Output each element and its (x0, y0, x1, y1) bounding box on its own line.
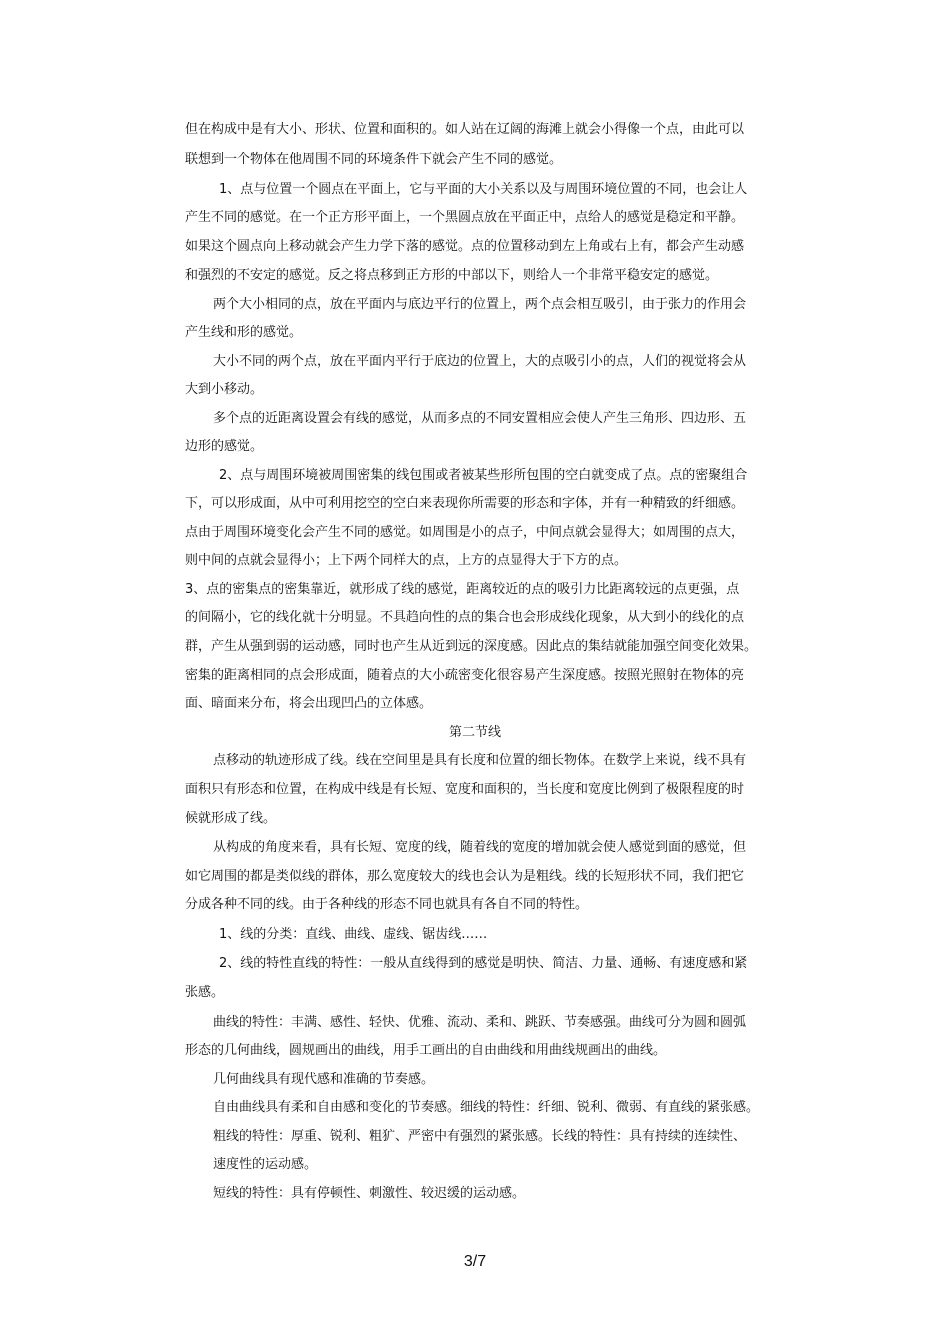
text-line: 边形的感觉。 (185, 439, 264, 454)
text-line: 从构成的角度来看，具有长短、宽度的线，随着线的宽度的增加就会使人感觉到面的感觉，但 (213, 840, 747, 855)
text-line: 如果这个圆点向上移动就会产生力学下落的感觉。点的位置移动到左上角或右上有，都会产生动感 (185, 239, 745, 254)
text-line: 1、点与位置一个圆点在平面上，它与平面的大小关系以及与周围环境位置的不同，也会让人 (219, 182, 748, 197)
text-line: 但在构成中是有大小、形状、位置和面积的。如人站在辽阔的海滩上就会小得像一个点，由此可以 (185, 122, 745, 137)
text-line: 下，可以形成面，从中可利用挖空的空白来表现你所需要的形态和字体，并有一种精致的纤细感。 (185, 496, 745, 511)
text-line: 粗线的特性：厚重、锐利、粗犷、严密中有强烈的紧张感。长线的特性：具有持续的连续性、 (213, 1129, 747, 1144)
text-line: 分成各种不同的线。由于各种线的形态不同也就具有各自不同的特性。 (185, 897, 589, 912)
text-line: 群，产生从强到弱的运动感，同时也产生从近到远的深度感。因此点的集结就能加强空间变化效果。 (185, 639, 758, 654)
text-line: 点移动的轨迹形成了线。线在空间里是具有长度和位置的细长物体。在数学上来说，线不具有 (213, 753, 747, 768)
text-line: 面、暗面来分布，将会出现凹凸的立体感。 (185, 696, 433, 711)
text-line: 3、点的密集点的密集靠近，就形成了线的感觉，距离较近的点的吸引力比距离较远的点更强，点 (185, 582, 740, 597)
text-line: 速度性的运动感。 (213, 1157, 318, 1172)
section-heading: 第二节线 (448, 725, 501, 740)
text-line: 如它周围的都是类似线的群体，那么宽度较大的线也会认为是粗线。线的长短形状不同，我们把它 (185, 869, 745, 884)
text-line: 点由于周围环境变化会产生不同的感觉。如周围是小的点子，中间点就会显得大；如周围的点大， (185, 525, 745, 540)
text-line: 联想到一个物体在他周围不同的环境条件下就会产生不同的感觉。 (185, 152, 563, 167)
text-line: 候就形成了线。 (185, 811, 277, 826)
text-line: 则中间的点就会显得小；上下两个同样大的点，上方的点显得大于下方的点。 (185, 553, 628, 568)
text-line: 1、线的分类：直线、曲线、虚线、锯齿线…… (219, 927, 488, 942)
text-line: 曲线的特性：丰满、感性、轻快、优雅、流动、柔和、跳跃、节奏感强。曲线可分为圆和圆弧 (213, 1015, 747, 1030)
text-line: 密集的距离相同的点会形成面，随着点的大小疏密变化很容易产生深度感。按照光照射在物体的亮 (185, 668, 745, 683)
text-line: 自由曲线具有柔和自由感和变化的节奏感。细线的特性：纤细、锐利、微弱、有直线的紧张感。 (213, 1100, 760, 1115)
text-line: 短线的特性：具有停顿性、刺激性、较迟缓的运动感。 (213, 1186, 526, 1201)
text-line: 2、点与周围环境被周围密集的线包围或者被某些形所包围的空白就变成了点。点的密聚组合 (219, 468, 748, 483)
text-line: 两个大小相同的点，放在平面内与底边平行的位置上，两个点会相互吸引，由于张力的作用会 (213, 297, 747, 312)
text-line: 几何曲线具有现代感和准确的节奏感。 (213, 1072, 435, 1087)
text-line: 大到小移动。 (185, 382, 264, 397)
text-line: 张感。 (185, 985, 225, 1000)
text-line: 面积只有形态和位置，在构成中线是有长短、宽度和面积的，当长度和宽度比例到了极限程度的时 (185, 782, 745, 797)
text-line: 的间隔小，它的线化就十分明显。不具趋向性的点的集合也会形成线化现象，从大到小的线化的点 (185, 610, 745, 625)
page-number: 3/7 (463, 1253, 487, 1270)
text-line: 产生线和形的感觉。 (185, 325, 303, 340)
text-line: 和强烈的不安定的感觉。反之将点移到正方形的中部以下，则给人一个非常平稳安定的感觉。 (185, 268, 719, 283)
text-line: 多个点的近距离设置会有线的感觉，从而多点的不同安置相应会使人产生三角形、四边形、五 (213, 411, 747, 426)
text-line: 大小不同的两个点，放在平面内平行于底边的位置上，大的点吸引小的点，人们的视觉将会从 (213, 354, 747, 369)
text-line: 2、线的特性直线的特性：一般从直线得到的感觉是明快、简洁、力量、通畅、有速度感和紧 (219, 956, 748, 971)
text-line: 形态的几何曲线，圆规画出的曲线，用手工画出的自由曲线和用曲线规画出的曲线。 (185, 1043, 667, 1058)
text-line: 产生不同的感觉。在一个正方形平面上，一个黑圆点放在平面正中，点给人的感觉是稳定和平静。 (185, 210, 745, 225)
